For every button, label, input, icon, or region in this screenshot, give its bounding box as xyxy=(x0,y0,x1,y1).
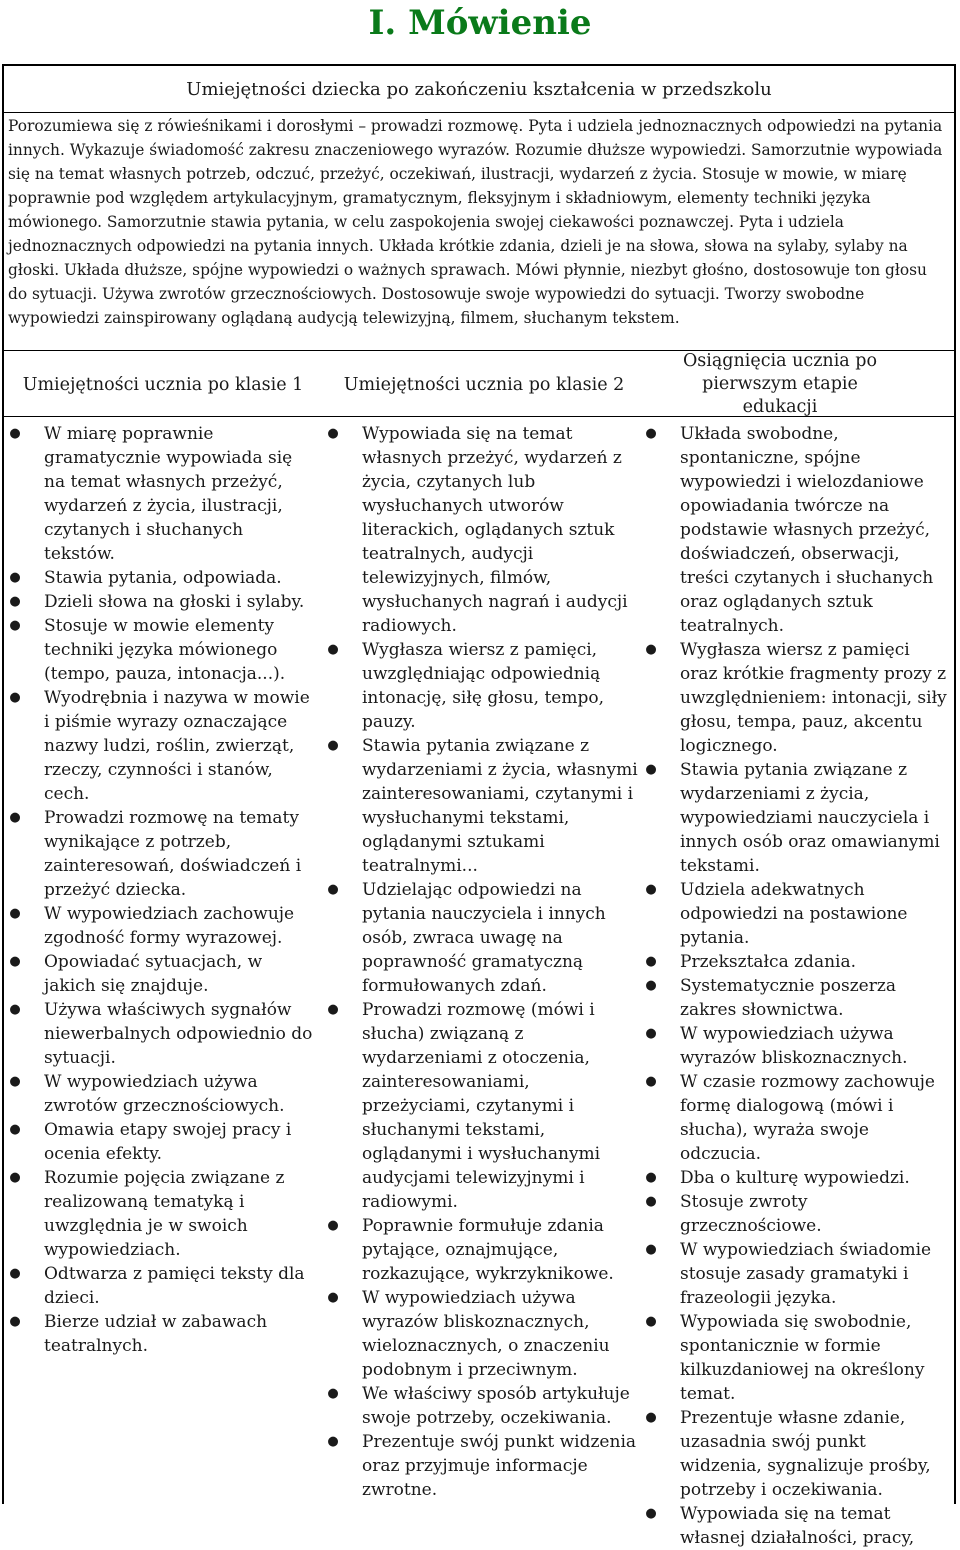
list-item xyxy=(8,614,318,686)
list-item-text: Stosuje zwroty grzecznościowe. xyxy=(680,1192,822,1236)
list-item-text: W wypowiedziach zachowuje zgodność formy wyrazowej. xyxy=(44,904,295,948)
list-item-text: Stawia pytania związane z wydarzeniami z życia, wypowiedziami nauczyciela i innych osób oraz omawianymi tekstami. xyxy=(680,760,940,876)
bullet-icon: ● xyxy=(327,882,339,897)
list-item xyxy=(644,758,950,878)
intro-text: Porozumiewa się z rówieśnikami i dorosłymi – prowadzi rozmowę. Pyta i udziela jednoznacznych odpowiedzi na pytania innych. Wykazuje świadomość zakresu znaczeniowego wyrazów. Rozumie dłuższe wypowiedzi. Samorzutnie wypowiada się na temat własnych potrzeb, odczuć, przeżyć, oczekiwań, ilustracji, wydarzeń z życia. Stosuje w mowie, w miarę poprawnie pod względem artykulacyjnym, gramatycznym, fleksyjnym i składniowym, elementy techniki języka mówionego. Samorzutnie stawia pytania, w celu zaspokojenia swojej ciekawości poznawczej. Pyta i udziela jednoznacznych odpowiedzi na pytania innych. Układa krótkie zdania, dzieli je na słowa, słowa na sylaby, sylaby na głoski. Układa dłuższe, spójne wypowiedzi o ważnych sprawach. Mówi płynnie, niezbyt głośno, dostosowuje ton głosu do sytuacji. Używa zwrotów grzecznościowych. Dostosowuje swoje wypowiedzi do sytuacji. Tworzy swobodne wypowiedzi zainspirowany oglądaną audycją telewizyjną, filmem, słuchanym tekstem. xyxy=(8,117,943,327)
list-item xyxy=(326,1286,642,1382)
bullet-icon: ● xyxy=(9,906,21,921)
list-item xyxy=(644,638,950,758)
list-item xyxy=(326,1382,642,1430)
bullet-icon: ● xyxy=(9,690,21,705)
list-item xyxy=(8,1262,318,1310)
bullet-icon: ● xyxy=(645,954,657,969)
list-item xyxy=(644,1406,950,1502)
list-item xyxy=(644,974,950,1022)
column-header-grade-2: Umiejętności ucznia po klasie 2 xyxy=(343,375,625,395)
list-item xyxy=(326,638,642,734)
list-item-text: Wypowiada się swobodnie, spontanicznie w formie kilkuzdaniowej na określony temat. xyxy=(680,1312,925,1404)
list-item-text: W czasie rozmowy zachowuje formę dialogową (mówi i słucha), wyraża swoje odczucia. xyxy=(680,1072,935,1164)
list-item xyxy=(8,806,318,902)
list-item xyxy=(644,1070,950,1166)
column-header-grade-1: Umiejętności ucznia po klasie 1 xyxy=(22,375,304,395)
bullet-icon: ● xyxy=(645,1506,657,1521)
list-item-text: Wypowiada się na temat własnych przeżyć, wydarzeń z życia, czytanych lub wysłuchanych utworów literackich, oglądanych sztuk teatralnych, audycji telewizyjnych, filmów, wysłuchanych nagrań i audycji radiowych. xyxy=(362,424,628,636)
grade-2-skills-list xyxy=(326,422,642,1502)
list-item-text: Udziela adekwatnych odpowiedzi na postawione pytania. xyxy=(680,880,908,948)
list-item xyxy=(644,1190,950,1238)
intro-heading: Umiejętności dziecka po zakończeniu kształcenia w przedszkolu xyxy=(186,79,772,100)
bullet-icon: ● xyxy=(645,426,657,441)
list-item xyxy=(8,1070,318,1118)
list-item-text: Dzieli słowa na głoski i sylaby. xyxy=(44,592,305,612)
list-item-text: Wygłasza wiersz z pamięci, uwzględniając odpowiednią intonację, siłę głosu, tempo, pauzy. xyxy=(362,640,604,732)
list-item xyxy=(8,902,318,950)
bullet-icon: ● xyxy=(9,426,21,441)
list-item-text: Poprawnie formułuje zdania pytające, oznajmujące, rozkazujące, wykrzyknikowe. xyxy=(362,1216,614,1284)
bullet-icon: ● xyxy=(9,1074,21,1089)
list-item xyxy=(8,422,318,566)
list-item-text: Prowadzi rozmowę (mówi i słucha) związaną z wydarzeniami z otoczenia, zainteresowaniami, przeżyciami, czytanymi i słuchanymi tekstami, oglądanymi i wysłuchanymi audycjami telewizyjnymi i radiowymi. xyxy=(362,1000,601,1212)
bullet-icon: ● xyxy=(645,1170,657,1185)
list-item xyxy=(644,878,950,950)
list-item xyxy=(8,566,318,590)
bullet-icon: ● xyxy=(645,1194,657,1209)
list-item xyxy=(326,998,642,1214)
list-item xyxy=(8,998,318,1070)
list-item-text: Prezentuje swój punkt widzenia oraz przyjmuje informacje zwrotne. xyxy=(362,1432,637,1500)
bullet-icon: ● xyxy=(9,618,21,633)
bullet-icon: ● xyxy=(9,810,21,825)
list-item xyxy=(326,422,642,638)
list-item-text: W wypowiedziach używa zwrotów grzecznościowych. xyxy=(44,1072,285,1116)
list-item xyxy=(8,590,318,614)
divider xyxy=(4,416,954,417)
bullet-icon: ● xyxy=(327,642,339,657)
bullet-icon: ● xyxy=(645,1026,657,1041)
bullet-icon: ● xyxy=(9,954,21,969)
list-item xyxy=(644,1502,950,1550)
bullet-icon: ● xyxy=(645,1074,657,1089)
list-item-text: Wyodrębnia i nazywa w mowie i piśmie wyrazy oznaczające nazwy ludzi, roślin, zwierząt, rzeczy, czynności i stanów, cech. xyxy=(44,688,310,804)
bullet-icon: ● xyxy=(645,1314,657,1329)
bullet-icon: ● xyxy=(9,1266,21,1281)
list-item-text: W miarę poprawnie gramatycznie wypowiada się na temat własnych przeżyć, wydarzeń z życia, ilustracji, czytanych i słuchanych tekstów. xyxy=(44,424,293,564)
list-item-text: Prowadzi rozmowę na tematy wynikające z potrzeb, zainteresowań, doświadczeń i przeżyć dziecka. xyxy=(44,808,302,900)
list-item-text: Rozumie pojęcia związane z realizowaną tematyką i uwzględnia je w swoich wypowiedziach. xyxy=(44,1168,285,1260)
list-item-text: Przekształca zdania. xyxy=(680,952,857,972)
list-item xyxy=(644,1310,950,1406)
bullet-icon: ● xyxy=(645,1410,657,1425)
bullet-icon: ● xyxy=(327,738,339,753)
list-item-text: Stosuje w mowie elementy techniki języka mówionego (tempo, pauza, intonacja...). xyxy=(44,616,286,684)
list-item-text: Opowiadać sytuacjach, w jakich się znajduje. xyxy=(44,952,263,996)
bullet-icon: ● xyxy=(327,426,339,441)
curriculum-table xyxy=(2,64,956,1548)
list-item xyxy=(644,950,950,974)
list-item xyxy=(8,686,318,806)
list-item xyxy=(326,734,642,878)
page-title: I. Mówienie xyxy=(368,3,592,43)
bullet-icon: ● xyxy=(327,1002,339,1017)
list-item-text: Bierze udział w zabawach teatralnych. xyxy=(44,1312,268,1356)
bullet-icon: ● xyxy=(9,1122,21,1137)
list-item xyxy=(644,1238,950,1310)
list-item-text: Układa swobodne, spontaniczne, spójne wypowiedzi i wielozdaniowe opowiadania twórcze na podstawie własnych przeżyć, doświadczeń, obserwacji, treści czytanych i słuchanych oraz oglądanych sztuk teatralnych. xyxy=(680,424,934,636)
bullet-icon: ● xyxy=(327,1434,339,1449)
divider xyxy=(4,112,954,113)
list-item-text: W wypowiedziach używa wyrazów bliskoznacznych, wieloznacznych, o znaczeniu podobnym i przeciwnym. xyxy=(362,1288,610,1380)
bullet-icon: ● xyxy=(645,978,657,993)
list-item xyxy=(326,1214,642,1286)
bullet-icon: ● xyxy=(9,594,21,609)
bullet-icon: ● xyxy=(9,1002,21,1017)
list-item xyxy=(644,1022,950,1070)
list-item xyxy=(644,422,950,638)
list-item xyxy=(8,1310,318,1358)
bullet-icon: ● xyxy=(645,642,657,657)
bullet-icon: ● xyxy=(645,1242,657,1257)
list-item-text: Wypowiada się na temat własnej działalności, pracy, xyxy=(680,1504,915,1548)
list-item xyxy=(326,1430,642,1502)
bullet-icon: ● xyxy=(9,1170,21,1185)
grade-1-skills-list xyxy=(8,422,318,1358)
list-item-text: Wygłasza wiersz z pamięci oraz krótkie fragmenty prozy z uwzględnieniem: intonacji, siły głosu, tempa, pauz, akcentu logicznego. xyxy=(680,640,947,756)
stage-1-achievements-list xyxy=(644,422,950,1550)
list-item-text: Używa właściwych sygnałów niewerbalnych odpowiednio do sytuacji. xyxy=(44,1000,313,1068)
list-item-text: Udzielając odpowiedzi na pytania nauczyciela i innych osób, zwraca uwagę na poprawność gramatyczną formułowanych zdań. xyxy=(362,880,606,996)
bullet-icon: ● xyxy=(327,1290,339,1305)
list-item-text: Systematycznie poszerza zakres słownictwa. xyxy=(680,976,896,1020)
bullet-icon: ● xyxy=(9,1314,21,1329)
list-item-text: Stawia pytania związane z wydarzeniami z życia, własnymi zainteresowaniami, czytanymi i wysłuchanymi tekstami, oglądanymi sztukami teatralnymi... xyxy=(362,736,638,876)
list-item xyxy=(8,950,318,998)
list-item-text: Omawia etapy swojej pracy i ocenia efekty. xyxy=(44,1120,292,1164)
bullet-icon: ● xyxy=(645,882,657,897)
list-item-text: W wypowiedziach używa wyrazów bliskoznacznych. xyxy=(680,1024,908,1068)
list-item xyxy=(8,1118,318,1166)
bullet-icon: ● xyxy=(9,570,21,585)
list-item-text: Prezentuje własne zdanie, uzasadnia swój punkt widzenia, sygnalizuje prośby, potrzeby i oczekiwania. xyxy=(680,1408,931,1500)
bullet-icon: ● xyxy=(327,1386,339,1401)
bullet-icon: ● xyxy=(327,1218,339,1233)
list-item xyxy=(8,1166,318,1262)
list-item xyxy=(644,1166,950,1190)
bullet-icon: ● xyxy=(645,762,657,777)
list-item-text: Odtwarza z pamięci teksty dla dzieci. xyxy=(44,1264,305,1308)
list-item xyxy=(326,878,642,998)
list-item-text: Dba o kulturę wypowiedzi. xyxy=(680,1168,910,1188)
list-item-text: Stawia pytania, odpowiada. xyxy=(44,568,282,588)
list-item-text: We właściwy sposób artykułuje swoje potrzeby, oczekiwania. xyxy=(362,1384,630,1428)
list-item-text: W wypowiedziach świadomie stosuje zasady gramatyki i frazeologii języka. xyxy=(680,1240,932,1308)
column-header-stage-1: Osiągnięcia ucznia po pierwszym etapie edukacji xyxy=(682,351,878,417)
